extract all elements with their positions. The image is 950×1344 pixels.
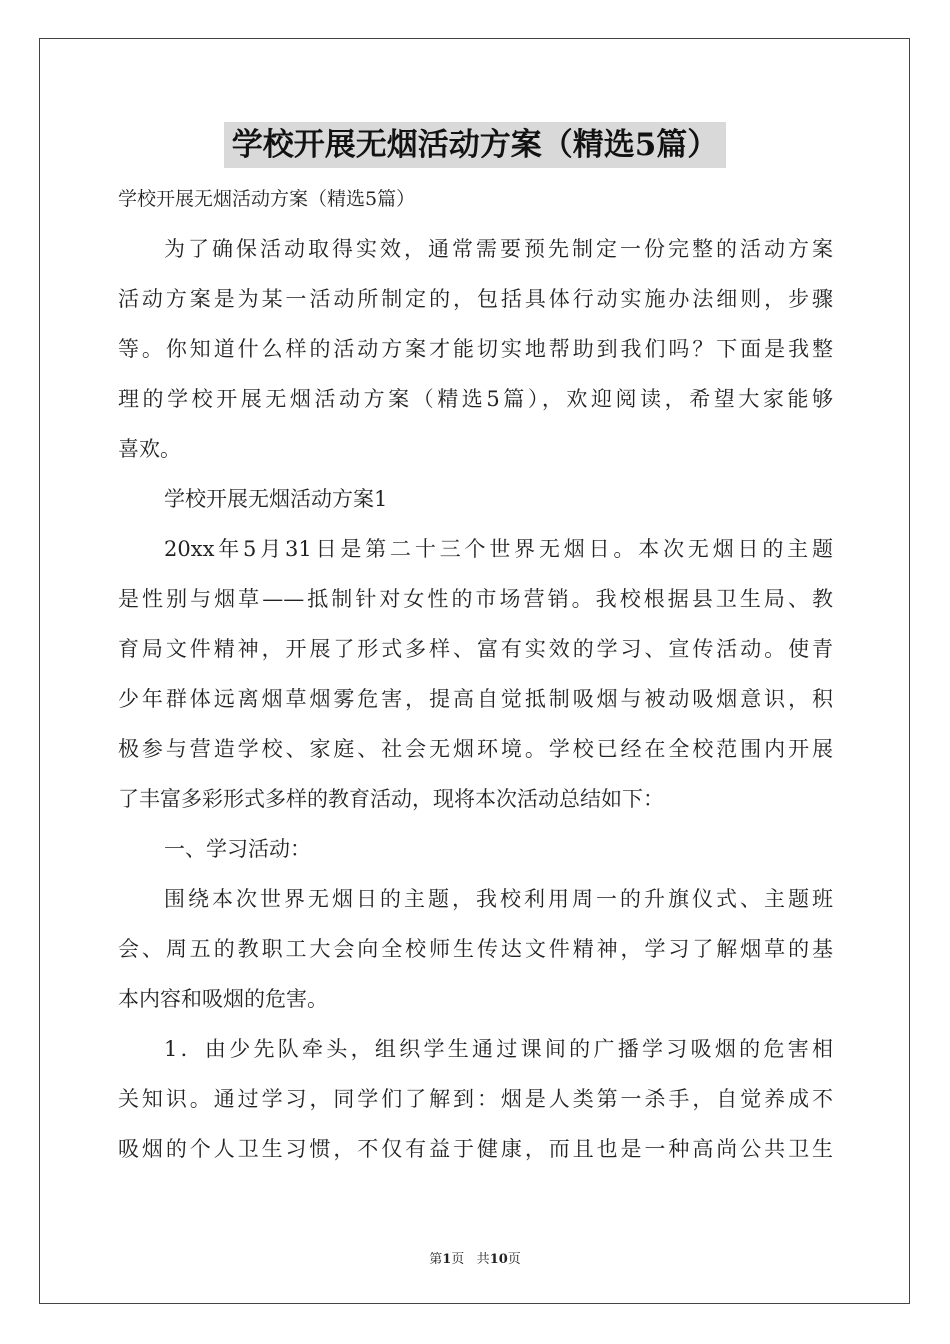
paragraph-line: 了丰富多彩形式多样的教育活动，现将本次活动总结如下： <box>118 787 664 811</box>
paragraph-line: 吸烟的个人卫生习惯，不仅有益于健康，而且也是一种高尚公共卫生 <box>118 1137 833 1161</box>
paragraph-line: 活动方案是为某一活动所制定的，包括具体行动实施办法细则，步骤 <box>118 287 833 311</box>
section-heading: 学校开展无烟活动方案1 <box>164 487 388 511</box>
document-title: 学校开展无烟活动方案（精选5篇） <box>224 122 727 168</box>
subsection-heading: 一、学习活动： <box>164 837 311 861</box>
paragraph-line: 等。你知道什么样的活动方案才能切实地帮助到我们吗？下面是我整 <box>118 337 833 361</box>
footer-total-pages: 10 <box>489 1252 508 1267</box>
paragraph-line: 会、周五的教职工大会向全校师生传达文件精神，学习了解烟草的基 <box>118 937 833 961</box>
paragraph-line: 是性别与烟草——抵制针对女性的市场营销。我校根据县卫生局、教 <box>118 587 833 611</box>
paragraph-line: 围绕本次世界无烟日的主题，我校利用周一的升旗仪式、主题班 <box>164 887 833 911</box>
page-footer <box>0 1248 950 1267</box>
paragraph-line: 理的学校开展无烟活动方案（精选5篇），欢迎阅读，希望大家能够 <box>118 387 833 411</box>
footer-total-prefix: 共 <box>476 1252 490 1267</box>
paragraph-line: 育局文件精神，开展了形式多样、富有实效的学习、宣传活动。使青 <box>118 637 833 661</box>
paragraph-line: 本内容和吸烟的危害。 <box>118 987 328 1011</box>
footer-page-number: 1 <box>442 1252 452 1267</box>
footer-total-unit: 页 <box>507 1252 521 1267</box>
paragraph-line: 为了确保活动取得实效，通常需要预先制定一份完整的活动方案 <box>164 237 833 261</box>
footer-page-unit: 页 <box>451 1252 465 1267</box>
document-subtitle: 学校开展无烟活动方案（精选5篇） <box>118 188 416 210</box>
paragraph-line: 喜欢。 <box>118 437 181 461</box>
paragraph-line: 1．由少先队牵头，组织学生通过课间的广播学习吸烟的危害相 <box>164 1037 833 1061</box>
paragraph-line: 少年群体远离烟草烟雾危害，提高自觉抵制吸烟与被动吸烟意识，积 <box>118 687 833 711</box>
paragraph-line: 关知识。通过学习，同学们了解到：烟是人类第一杀手，自觉养成不 <box>118 1087 833 1111</box>
paragraph-line: 极参与营造学校、家庭、社会无烟环境。学校已经在全校范围内开展 <box>118 737 833 761</box>
title-container <box>0 122 950 168</box>
footer-prefix: 第 <box>429 1252 443 1267</box>
paragraph-line: 20xx年5月31日是第二十三个世界无烟日。本次无烟日的主题 <box>164 537 833 561</box>
